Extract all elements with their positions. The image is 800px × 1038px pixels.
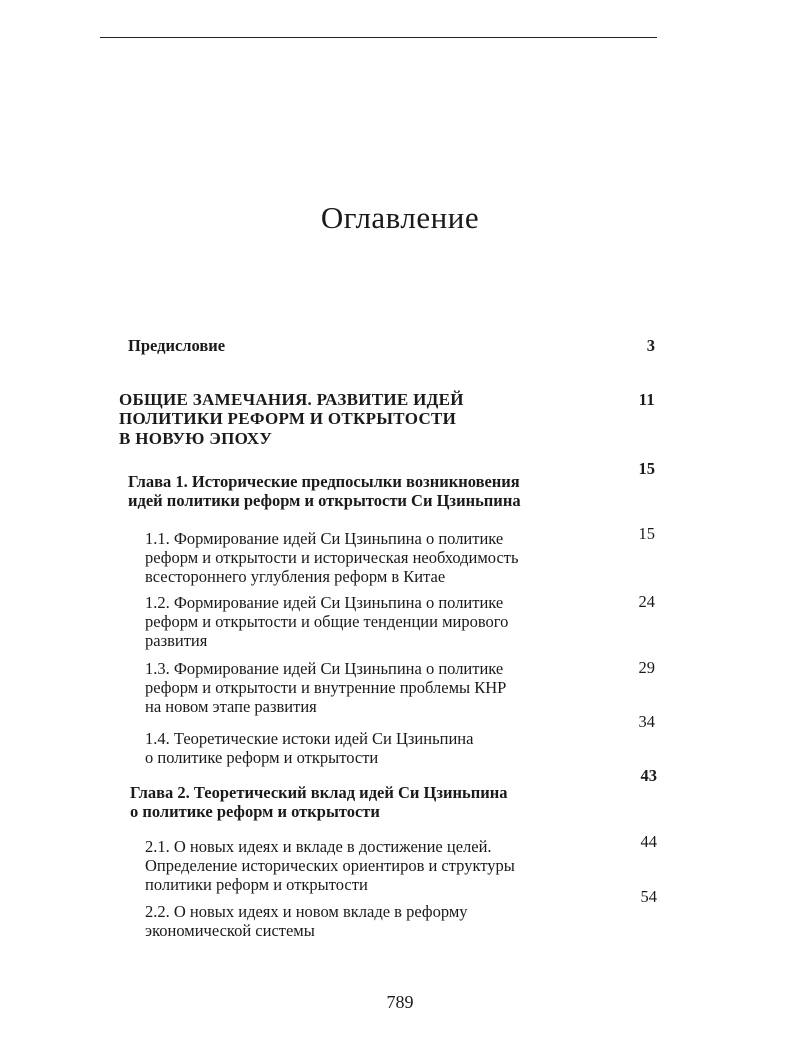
toc-page-number: 43	[640, 766, 657, 785]
page-number-footer: 789	[386, 992, 414, 1012]
toc-entry-preface[interactable]	[128, 336, 655, 355]
toc-entry-text: 1.3. Формирование идей Си Цзиньпина о политике реформ и открытости и внутренние проблемы КНР на новом этапе развития	[145, 659, 507, 716]
toc-page-number: 34	[638, 712, 655, 731]
toc-page-number: 24	[638, 592, 655, 611]
toc-entry-text: 2.2. О новых идеях и новом вкладе в реформу экономической системы	[145, 902, 468, 940]
toc-page-number: 54	[640, 887, 657, 906]
toc-page-number: 11	[638, 390, 655, 409]
toc-page-number: 3	[646, 336, 655, 355]
toc-entry-section-2-2[interactable]	[145, 883, 657, 978]
toc-entry-text: Предисловие	[128, 336, 226, 355]
toc-entry-text: 1.1. Формирование идей Си Цзиньпина о политике реформ и открытости и историческая необходимость всестороннего углубления реформ в Китае	[145, 529, 519, 586]
toc-entry-text: ОБЩИЕ ЗАМЕЧАНИЯ. РАЗВИТИЕ ИДЕЙ ПОЛИТИКИ РЕФОРМ И ОТКРЫТОСТИ В НОВУЮ ЭПОХУ	[119, 389, 464, 448]
toc-page-number: 15	[638, 524, 655, 543]
toc-entry-text: 2.1. О новых идеях и вкладе в достижение целей. Определение исторических ориентиров и структуры политики реформ и открытости	[145, 837, 515, 894]
toc-page-number: 44	[640, 832, 657, 851]
header-rule	[100, 37, 657, 38]
toc-page-number: 15	[638, 459, 655, 478]
toc-page-number: 29	[638, 658, 655, 677]
toc-entry-text: 1.2. Формирование идей Си Цзиньпина о политике реформ и открытости и общие тенденции мирового развития	[145, 593, 509, 650]
toc-entry-text: Глава 2. Теоретический вклад идей Си Цзиньпина о политике реформ и открытости	[130, 783, 508, 821]
toc-entry-text: 1.4. Теоретические истоки идей Си Цзиньпина о политике реформ и открытости	[145, 729, 474, 767]
page-title: Оглавление	[320, 200, 480, 235]
toc-entry-text: Глава 1. Исторические предпосылки возникновения идей политики реформ и открытости Си Цзиньпина	[128, 472, 521, 510]
